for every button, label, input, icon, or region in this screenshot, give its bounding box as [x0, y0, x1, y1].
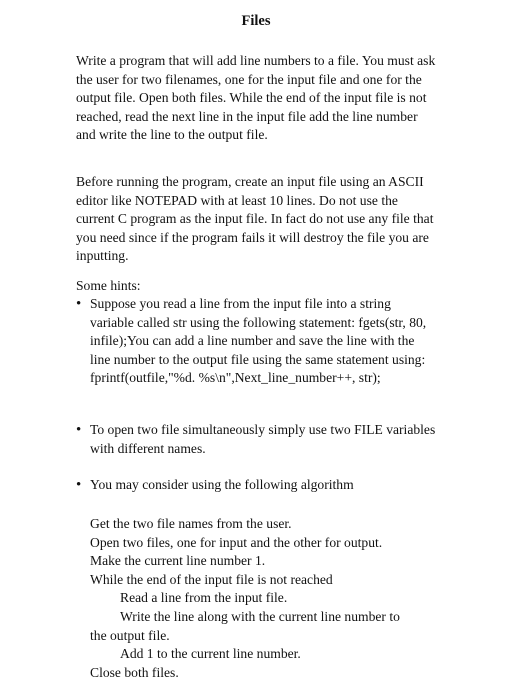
bullet-text: To open two file simultaneously simply use two FILE variables with different names.: [90, 422, 436, 456]
bullet-item: [76, 476, 438, 495]
algorithm-line: the output file.: [90, 627, 170, 643]
page-title: Files: [241, 13, 271, 29]
algorithm-line: Write the line along with the current line number to: [120, 608, 400, 624]
bullet-dot-icon: •: [76, 296, 82, 312]
algorithm-line: Get the two file names from the user.: [90, 516, 292, 531]
bullet-dot-icon: •: [76, 422, 82, 438]
algorithm-line: While the end of the input file is not reached: [90, 571, 333, 587]
hints-label: Some hints:: [76, 278, 141, 293]
algorithm-line: Open two files, one for input and the other for output.: [90, 534, 383, 550]
algorithm-line: Make the current line number 1.: [90, 553, 266, 569]
bullet-dot-icon: •: [76, 477, 82, 493]
algorithm-line: Close both files.: [90, 664, 179, 680]
paragraph-warning: Before running the program, create an input file using an ASCII editor like NOTEPAD with at least 10 lines. Do not use the current C program as the input file. In fact do not use any file that you need since if the program fails it will destroy the file you are inputting.: [76, 174, 434, 264]
algorithm-line: Read a line from the input file.: [120, 590, 288, 606]
algorithm-line: Add 1 to the current line number.: [120, 646, 301, 662]
algorithm-steps: [90, 515, 440, 682]
bullet-text: Suppose you read a line from the input file into a string variable called str using the following statement: fgets(str, 80, infile);You can add a line number and save the line with the line number to the output file using the same statement using: fprintf(outfile,"%d. %s\n",Next_line_number++, str);: [90, 296, 427, 386]
bullet-item: [76, 295, 438, 388]
bullet-item: [76, 421, 438, 458]
paragraph-instructions: Write a program that will add line numbers to a file. You must ask the user for two filenames, one for the input file and one for the output file. Open both files. While the end of the input file is not reached, read the next line in the input file add the line number and write the line to the output file.: [76, 53, 436, 143]
bullet-text: You may consider using the following algorithm: [90, 477, 354, 492]
